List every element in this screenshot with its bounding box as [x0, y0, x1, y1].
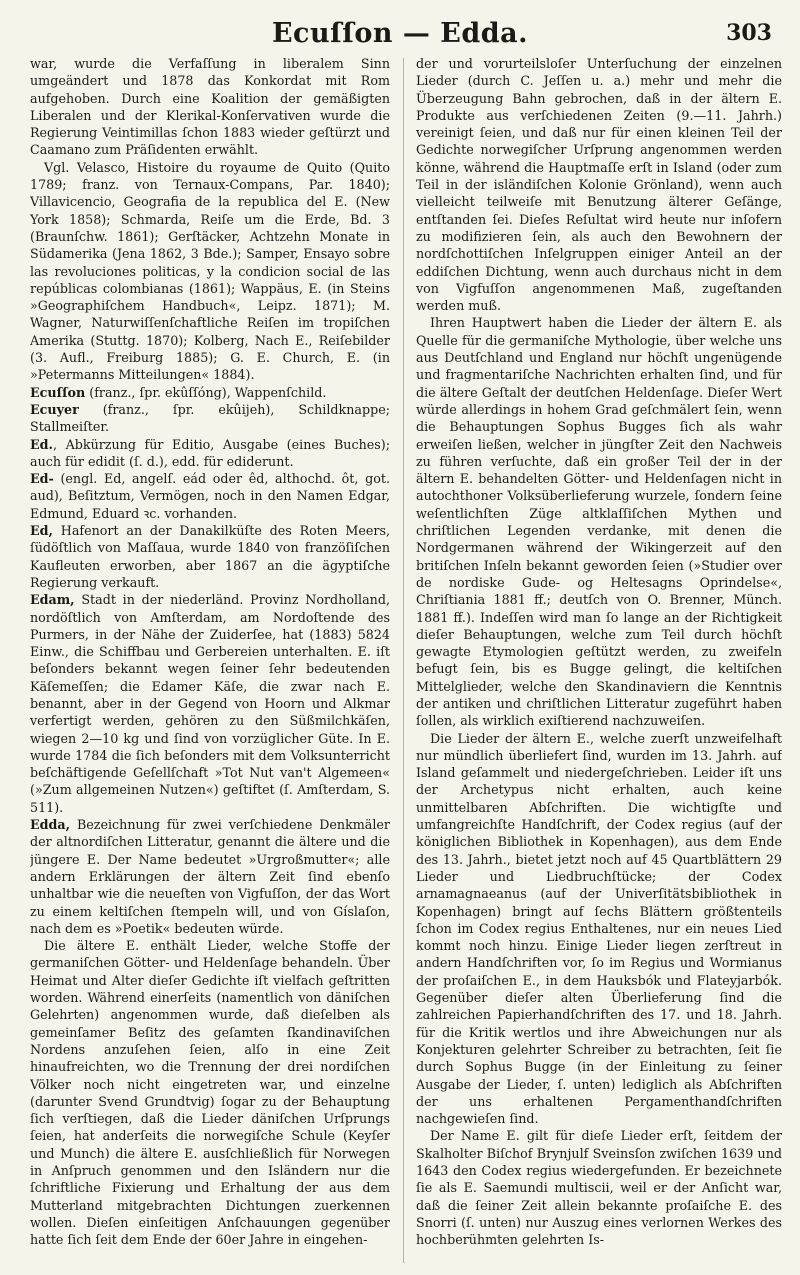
entry-ecuyer [30, 401, 390, 436]
page-header [22, 10, 778, 52]
paragraph: der und vorurteilsloſer Unterſuchung der einzelnen Lieder (durch C. Jeſſen u. a.) mehr und mehr die Überzeugung Bahn gebrochen, daß in der ältern E. Produkte aus verſchiedenen Zeiten (9.—11. Jahrh.) vereinigt ſeien, und daß nur für einen kleinen Teil der Gedichte norwegiſcher Urſprung angenommen werden könne, während die Hauptmaſſe erſt in Island (oder zum Teil in der isländiſchen Kolonie Grönland), wenn auch vielleicht teilweiſe mit Benutzung älterer Geſänge, entſtanden ſei. Dieſes Reſultat wird heute nur inſofern zu modifizieren ſein, als auch den Bewohnern der nordſchottiſchen Inſelgruppen einiger Anteil an der eddiſchen Dichtung, wenn auch durchaus nicht in dem von Vigfuſſon angenommenen Maß, zugeſtanden werden muß. [416, 56, 782, 314]
entry-text: (franz., ſpr. ekûijeh), Schildknappe; Stallmeiſter. [30, 401, 390, 435]
entry-headword: Ecuyer [30, 401, 79, 417]
entry-headword: Ed, [30, 523, 53, 539]
paragraph: war, wurde die Verfaſſung in liberalem Sinn umgeändert und 1878 das Konkordat mit Rom aufgehoben. Durch eine Koalition der gemäßigten Liberalen und der Klerikal-Konſervativen wurde die Regierung Veintimillas ſchon 1883 wieder geſtürzt und Caamano zum Präſidenten erwählt. [30, 56, 390, 158]
entry-headword: Ed- [30, 471, 54, 487]
column-divider [403, 58, 404, 1263]
entry-text: Hafenort an der Danakilküſte des Roten Meers, ſüdöſtlich von Maſſaua, wurde 1840 von franzöſiſchen Kaufleuten erworben, aber 1867 an die ägyptiſche Regierung verkauft. [30, 523, 390, 590]
bibliography-paragraph: Vgl. Velasco, Histoire du royaume de Quito (Quito 1789; franz. von Ternaux-Compans, Par. 1840); Villavicencio, Geografia de la republica del E. (New York 1858); Schmarda, Reiſe um die Erde, Bd. 3 (Braunſchw. 1861); Gerſtäcker, Achtzehn Monate in Südamerika (Jena 1862, 3 Bde.); Samper, Ensayo sobre las revoluciones politicas, y la condicion social de las repúblicas colombianas (1861); Wappäus, E. (in Steins »Geographiſchem Handbuch«, Leipz. 1871); M. Wagner, Naturwiſſenſchaftliche Reiſen im tropiſchen Amerika (Stuttg. 1870); Kolberg, Nach E., Reiſebilder (3. Aufl., Freiburg 1885); G. E. Church, E. (in »Petermanns Mitteilungen« 1884). [30, 159, 390, 383]
left-column [30, 55, 390, 1267]
entry-edda [30, 816, 390, 937]
paragraph: Die ältere E. enthält Lieder, welche Stoffe der germaniſchen Götter- und Heldenſage behandeln. Über Heimat und Alter dieſer Gedichte iſt vielfach geſtritten worden. Während einerſeits (namentlich von däniſchen Gelehrten) angenommen wurde, daß dieſelben als gemeinſamer Beſitz des geſamten ſkandinaviſchen Nordens anzuſehen ſeien, alſo in eine Zeit hinaufreichten, wo die Trennung der drei nordiſchen Völker noch nicht eingetreten war, und einzelne (darunter Svend Grundtvig) ſogar zu der Behauptung ſich verſtiegen, daß die Lieder däniſchen Urſprungs ſeien, hat anderſeits die norwegiſche Schule (Keyſer und Munch) die ältere E. ausſchließlich für Norwegen in Anſpruch genommen und den Isländern nur die ſchriftliche Fixierung und Erhaltung der aus dem Mutterland mitgebrachten Dichtungen zuerkennen wollen. Dieſen einſeitigen Anſchauungen gegenüber hatte ſich ſeit dem Ende der 60er Jahre in eingehen- [30, 938, 390, 1248]
entry-headword: Edam, [30, 592, 75, 608]
entry-ecusson [30, 384, 390, 401]
right-column [416, 55, 782, 1267]
entry-text: (engl. Ed, angelſ. eád oder êd, althochd. ôt, got. aud), Beſitztum, Vermögen, noch in den Namen Edgar, Edmund, Eduard ꝛc. vorhanden. [30, 471, 390, 521]
entry-text: Stadt in der niederländ. Provinz Nordholland, nordöſtlich von Amſterdam, am Nordoſtende des Purmers, in der Nähe der Zuiderſee, hat (1883) 5824 Einw., die Schiffbau und Gerbereien unterhalten. E. iſt beſonders bekannt wegen ſeiner ſehr bedeutenden Käſemeſſen; die Edamer Käſe, die zwar nach E. benannt, aber in der Gegend von Hoorn und Alkmar verfertigt werden, gehören zu den Süßmilchkäſen, wiegen 2—10 kg und ſind von vorzüglicher Güte. In E. wurde 1784 die ſich beſonders mit dem Volksunterricht beſchäftigende Geſellſchaft »Tot Nut van't Algemeen« (»Zum allgemeinen Nutzen«) geſtiftet (ſ. Amſterdam, S. 511). [30, 592, 390, 815]
page-number: 303 [726, 20, 772, 46]
entry-text: (franz., ſpr. ekûſſóng), Wappenſchild. [85, 384, 327, 400]
paragraph: Die Lieder der ältern E., welche zuerſt unzweifelhaft nur mündlich überliefert ſind, wurden im 13. Jahrh. auf Island geſammelt und niedergeſchrieben. Leider iſt uns der Archetypus nicht erhalten, auch keine unmittelbaren Abſchriften. Die wichtigſte und umfangreichſte Handſchrift, der Codex regius (auf der königlichen Bibliothek in Kopenhagen), aus dem Ende des 13. Jahrh., bietet jetzt noch auf 45 Quartblättern 29 Lieder und Liedbruchſtücke; der Codex arnamagnaeanus (auf der Univerſitätsbibliothek in Kopenhagen) bringt auf ſechs Blättern größtenteils ſchon im Codex regius Enthaltenes, nur ein neues Lied kommt noch hinzu. Einige Lieder liegen zerſtreut in andern Handſchriften vor, ſo im Regius und Wormianus der proſaiſchen E., in dem Hauksbók und Flateyjarbók. Gegenüber dieſer alten Überlieferung ſind die zahlreichen Papierhandſchriften des 17. und 18. Jahrh. für die Kritik wertlos und ihre Abweichungen nur als Konjekturen gelehrter Schreiber zu betrachten, ſeit ſie durch Sophus Bugge (in der Einleitung zu ſeiner Ausgabe der Lieder, ſ. unten) lediglich als Abſchriften der uns erhaltenen Pergamenthandſchriften nachgewieſen ſind. [416, 730, 782, 1127]
entry-text: Bezeichnung für zwei verſchiedene Denkmäler der altnordiſchen Litteratur, genannt die ältere und die jüngere E. Der Name bedeutet »Urgroßmutter«; alle andern Erklärungen der ältern Zeit ſind ebenſo unhaltbar wie die neueſten von Vigfuſſon, der das Wort zu einem keltiſchen ſtempeln will, und von Gíslaſon, nach dem es »Poetik« bedeuten würde. [30, 817, 390, 936]
entry-ed-port [30, 522, 390, 591]
entry-headword: Ed. [30, 436, 53, 452]
running-title: Ecuſſon — Edda. [271, 18, 529, 49]
entry-ed-abbrev [30, 436, 390, 471]
paragraph: Ihren Hauptwert haben die Lieder der ältern E. als Quelle für die germaniſche Mythologie, über welche uns aus Deutſchland und England nur höchſt ungenügende und fragmentariſche Nachrichten erhalten ſind, und für die ältere Geſtalt der deutſchen Heldenſage. Dieſer Wert würde allerdings in hohem Grad geſchmälert ſein, wenn die Behauptungen Sophus Bugges ſich als wahr erweiſen ließen, welcher in jüngſter Zeit den Nachweis zu führen verſuchte, daß ein großer Teil der in der ältern E. behandelten Götter- und Heldenſagen nicht in autochthoner Volksüberlieferung wurzele, ſondern ſeine weſentlichſten Züge altklaſſiſchen Mythen und chriſtlichen Legenden verdanke, mit denen die Nordgermanen während der Wikingerzeit auf den britiſchen Inſeln bekannt geworden ſeien (»Studier over de nordiske Gude- og Heltesagns Oprindelse«, Chriſtiania 1881 ff.; deutſch von O. Brenner, Münch. 1881 ff.). Indeſſen wird man ſo lange an der Richtigkeit dieſer Behauptungen, welche zum Teil durch höchſt gewagte Etymologien geſtützt werden, zu zweifeln befugt ſein, bis es Bugge gelingt, die keltiſchen Mittelglieder, welche den Skandinaviern die Kenntnis der antiken und chriſtlichen Litteratur zugeführt haben ſollen, als wirklich exiſtierend nachzuweiſen. [416, 315, 782, 729]
entry-text: , Abkürzung für Editio, Ausgabe (eines Buches); auch für edidit (ſ. d.), edd. für ediderunt. [30, 436, 390, 469]
entry-headword: Ecuſſon [30, 384, 86, 400]
entry-ed-prefix [30, 470, 390, 522]
entry-headword: Edda, [30, 817, 71, 833]
paragraph: Der Name E. gilt für dieſe Lieder erſt, ſeitdem der Skalholter Biſchof Brynjulf Sveinsſon zwiſchen 1639 und 1643 den Codex regius wiedergefunden. Er bezeichnete ſie als E. Saemundi multiscii, weil er der Anſicht war, daß die ſeiner Zeit allein bekannte proſaiſche E. des Snorri (ſ. unten) nur Auszug eines verlornen Werkes des hochberühmten gelehrten Is- [416, 1128, 782, 1248]
entry-edam [30, 591, 390, 816]
